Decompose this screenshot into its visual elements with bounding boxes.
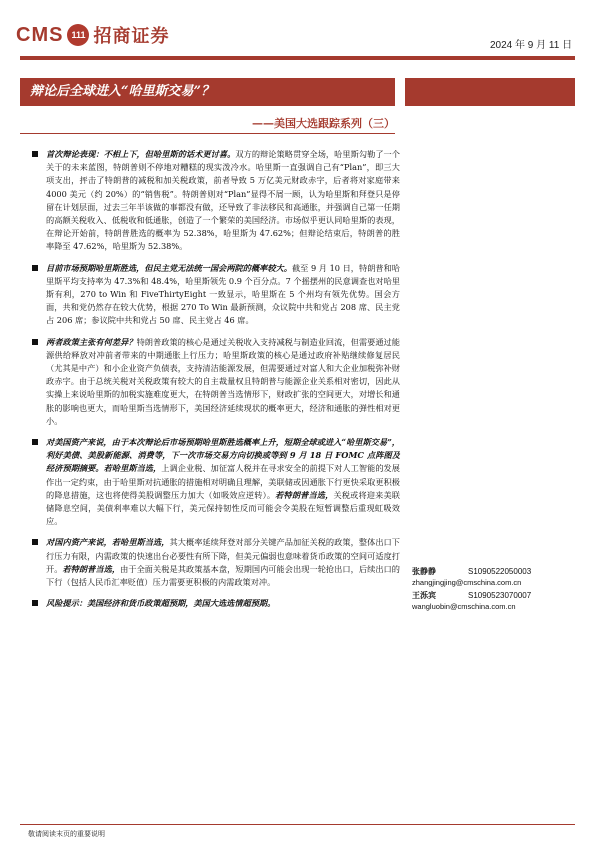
paragraph-market-expectation	[32, 262, 400, 328]
paragraph-lead-2: 若特朗普当选，	[62, 563, 121, 574]
footer-rule	[20, 824, 575, 825]
footer-disclaimer: 敬请阅读末页的重要说明	[28, 830, 105, 838]
paragraph-lead: 两者政策主张有何差异？	[46, 336, 137, 347]
report-subtitle: ——美国大选跟踪系列（三）	[252, 117, 395, 130]
logo-text-cn: 招商证券	[93, 26, 170, 47]
bullet-icon	[32, 439, 38, 445]
paragraph-body: 其大概率延续拜登对部分关键产品加征关税的政策，整体出口下行压力有限，内需政策的快速出台必要性有所下降，但美元偏弱也意味着货币政策的空间可适度打开。	[46, 537, 400, 574]
paragraph-lead-3: 若特朗普当选，	[275, 489, 334, 500]
analyst-row	[412, 566, 582, 577]
bullet-icon	[32, 539, 38, 545]
bullet-icon	[32, 151, 38, 157]
paragraph-body: 特朗普政策的核心是通过关税收入支持减税与制造业回流，但需要通过能源供给释放对冲前者带来的中期通胀上行压力；哈里斯政策的核心是通过政府补贴继续修复居民（尤其是中产）和小企业资产负债表，支持清洁能源发展，但需要通过对富人和大企业加税弥补财政赤字。由于总统关税对关税政策有较大的自主裁量权且特朗普与能源企业关系相对密切，因此从实操上来说哈里斯的加税实施难度更大，在特朗普当选情形下，财政扩张的空间更大，对增长和通胀的影响也更大，而哈里斯当选情形下，美国经济延续现状的概率更大，经济和通胀的弹性相对更小。	[46, 336, 400, 426]
paragraph-body-2: 关税或将迎来美联储降息空间，美债利率难以大幅下行，美元保持韧性反而可能会令美股在短暂调整后重现虹吸效应。	[46, 489, 400, 527]
report-date: 2024 年 9 月 11 日	[490, 40, 573, 51]
paragraph-lead: 对美国资产来说，由于本次辩论后市场预期哈里斯胜选概率上升，短期全球或进入“哈里斯交易”，利好美债、美股新能源、消费等，下一次市场交易方向切换或等到 9 月 18 日 FOMC 点阵图及经济预期摘要。	[46, 437, 400, 474]
analyst-id: S1090522050003	[468, 567, 532, 576]
analyst-panel	[412, 566, 582, 614]
analyst-name: 张静静	[412, 567, 436, 576]
bullet-icon	[32, 600, 38, 606]
side-band	[405, 78, 575, 106]
subtitle-rule	[20, 133, 395, 134]
paragraph-policy-differences	[32, 336, 400, 428]
analyst-email[interactable]: zhangjingjing@cmschina.com.cn	[412, 578, 522, 587]
paragraph-debate	[32, 148, 400, 254]
analyst-id: S1090523070007	[468, 591, 532, 600]
header-rule	[20, 56, 575, 60]
paragraph-lead: 对国内资产来说，若哈里斯当选，	[46, 537, 170, 548]
logo-text-en: CMS	[16, 23, 64, 46]
paragraph-body: 上调企业税、加征富人税并在寻求安全的前提下对人工智能的发展作出一定约束，由于哈里斯对抗通胀的措施相对明确且理解，美联储或因通胀下行更快采取更积极的降息措施，这也将使得美股调整压力加大（如吸效应逆转）。	[46, 463, 400, 500]
paragraph-body: 截至 9 月 10 日，特朗普和哈里斯平均支持率为 47.3%和 48.4%，哈里斯领先 0.9 个百分点。7 个摇摆州的民意调查也对哈里斯有利，270 to Win 和 FiveThirtyEight 一致显示，哈里斯在 5 个州均有领先优势。国会方面，共和党仍然存在较大优势，根据 270 To Win 最新预测，众议院中共和党占 208 席、民主党占 206 席；参议院中共和党占 50 席、民主党占 46 席。	[46, 262, 400, 326]
paragraph-lead: 目前市场预期哈里斯胜选，但民主党无法统一国会两院的概率较大。	[46, 262, 292, 273]
paragraph-body: 双方的辩论策略贯穿全场，哈里斯勾勒了一个关于的未来蓝图，特朗普则不停地对糟糕的现实泼冷水。哈里斯一直强调自己有“Plan”，即三大项支出，抨击了特朗普的减税和加关税政策，前者导致 5 万亿美元财政赤字，后者将对家庭带来 4000 美元（约 20%）的“销售税”。特朗普则对“Plan”显得不屑一顾，认为哈里斯和拜登只是停留在计划层面，过去三年半该做的事都没有做，还导致了非法移民和高通胀，并强调自己第一任期的高额关税收入、低税收和低通胀，创造了一个繁荣的美国经济。市场似乎更认同哈里斯的表现，在辩论开始前，特朗普胜选的概率为 52.38%，哈里斯为 47.62%；但辩论结束后，特朗普的胜率降至 47.62%，哈里斯为 52.38%。	[46, 149, 400, 252]
logo-badge-icon: 111	[67, 24, 89, 46]
paragraph-domestic-assets	[32, 536, 400, 589]
analyst-email[interactable]: wangluobin@cmschina.com.cn	[412, 602, 516, 611]
company-logo	[16, 22, 169, 48]
analyst-row	[412, 590, 582, 601]
bullet-icon	[32, 265, 38, 271]
paragraph-risk	[32, 597, 400, 610]
paragraph-lead-2: 若哈里斯当选，	[103, 463, 162, 474]
paragraph-us-assets	[32, 436, 400, 528]
paragraph-body-2: 由于全面关税是其政策基本盘，短期国内可能会出现一轮抢出口，后续出口的下行（包括人民币汇率贬值）压力需要更积极的内需政策对冲。	[46, 563, 400, 588]
paragraph-lead: 风险提示：美国经济和货币政策超预期，美国大选选情超预期。	[46, 598, 276, 609]
bullet-icon	[32, 339, 38, 345]
report-body	[32, 148, 400, 619]
analyst-name: 王泺宾	[412, 591, 436, 600]
paragraph-lead: 首次辩论表现：不相上下，但哈里斯的话术更讨喜。	[46, 149, 236, 159]
report-title: 辩论后全球进入“哈里斯交易”？	[20, 78, 395, 106]
